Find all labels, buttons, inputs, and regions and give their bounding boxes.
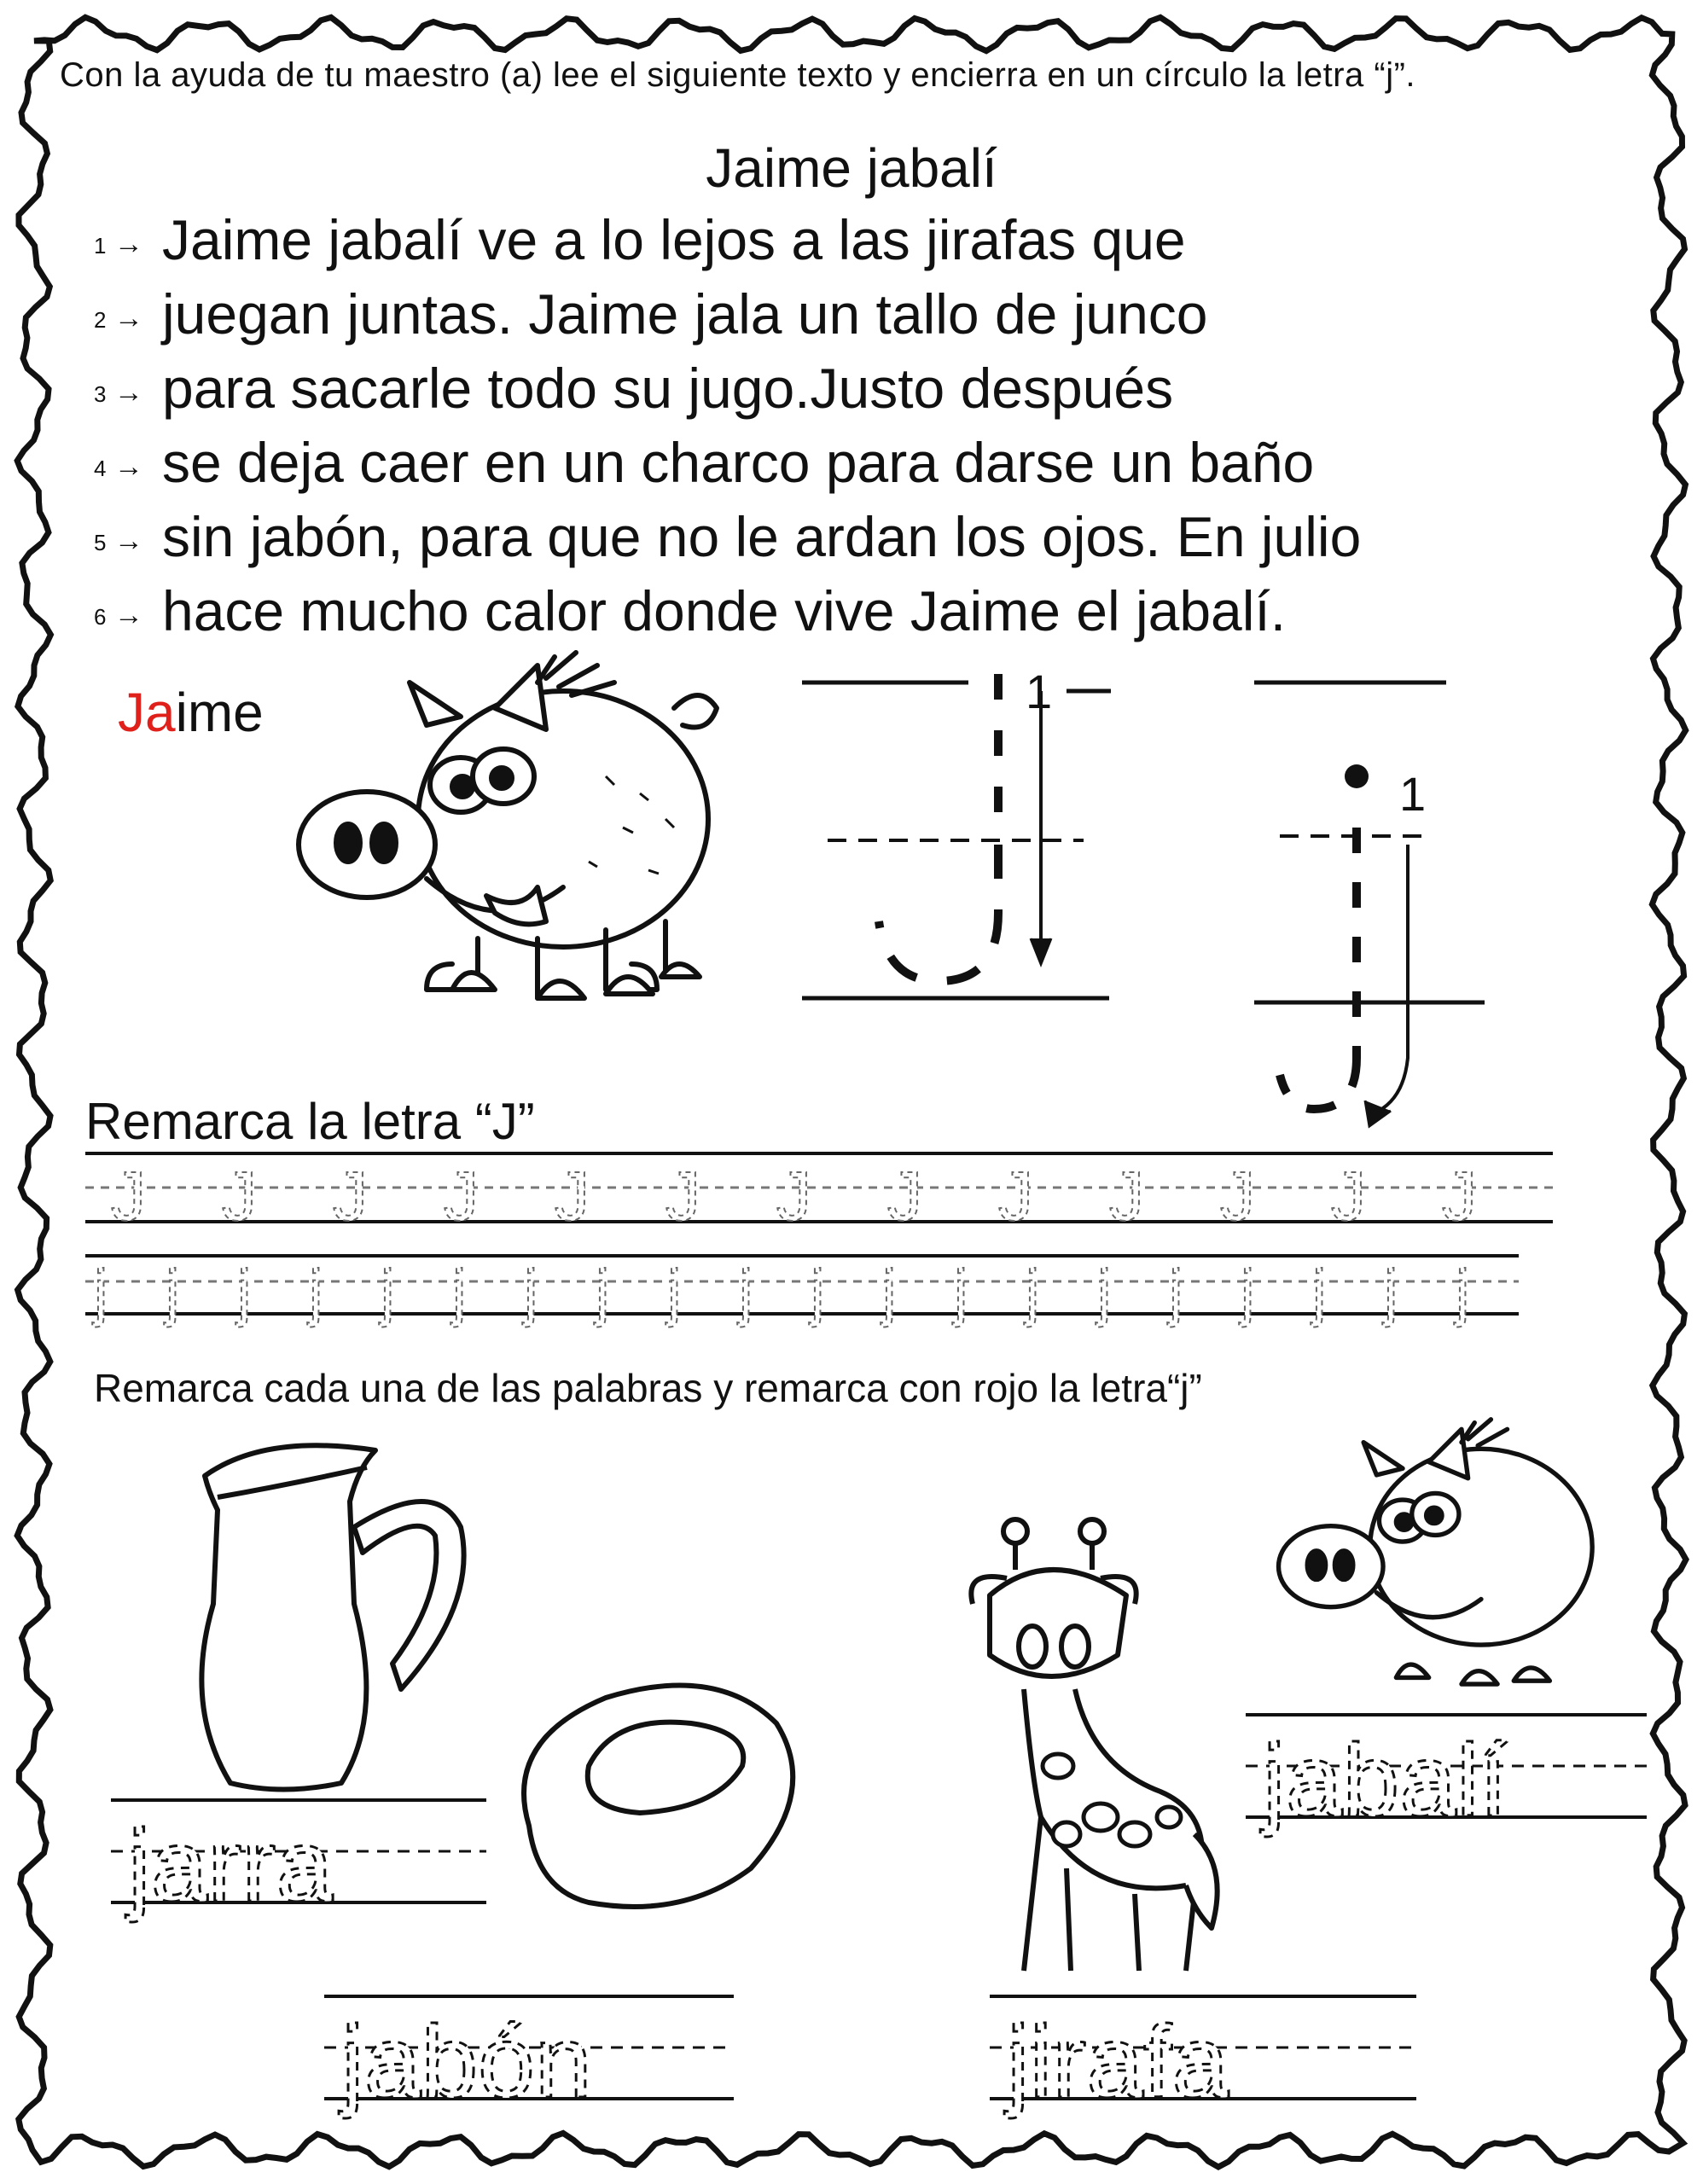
trace-letter-lower: j — [811, 1257, 825, 1327]
boar-illustration — [282, 648, 742, 1049]
word-trace-jarra — [111, 1792, 503, 1971]
trace-letter-upper: J — [887, 1158, 922, 1235]
line-number-arrow: 6 — [94, 603, 107, 630]
trace-letter-lower: j — [596, 1257, 610, 1327]
line-number-arrow: 5 — [94, 529, 107, 555]
story-line-text: para sacarle todo su jugo.Justo después — [162, 357, 1174, 420]
story-line-text: sin jabón, para que no le ardan los ojos. En julio — [162, 505, 1362, 568]
soap-illustration — [495, 1672, 819, 1928]
trace-section-title: Remarca la letra “J” — [85, 1093, 535, 1150]
trace-letter-upper: J — [1109, 1158, 1144, 1235]
trace-letters-area — [85, 1143, 1561, 1365]
trace-letter-upper: J — [776, 1158, 811, 1235]
story-line-text: se deja caer en un charco para darse un baño — [162, 431, 1315, 494]
story-line — [94, 426, 1314, 499]
trace-letter-lower: j — [452, 1257, 467, 1327]
trace-letter-upper: J — [222, 1158, 257, 1235]
lowercase-trace-row — [85, 1256, 1519, 1327]
trace-letter-lower: j — [1241, 1257, 1255, 1327]
word-trace-jabon — [324, 1988, 751, 2158]
story-line — [94, 500, 1361, 573]
story-line-text: juegan juntas. Jaime jala un tallo de junco — [162, 282, 1208, 346]
story-line-text: Jaime jabalí ve a lo lejos a las jirafas que — [162, 208, 1186, 271]
trace-word: jabalí — [1263, 1723, 1508, 1838]
line-number-arrow: 3 — [94, 380, 107, 407]
arrow-icon: → — [106, 450, 143, 483]
lowercase-j-step-number: 1 — [1399, 767, 1427, 821]
trace-letter-lower: j — [1169, 1257, 1183, 1327]
trace-letter-lower: j — [1384, 1257, 1398, 1327]
trace-letter-lower: j — [1312, 1257, 1327, 1327]
arrow-icon: → — [106, 524, 143, 557]
arrow-icon: → — [106, 227, 143, 260]
trace-letter-lower: j — [381, 1257, 395, 1327]
trace-letter-lower: j — [954, 1257, 968, 1327]
trace-letter-upper: J — [444, 1158, 479, 1235]
words-section-title: Remarca cada una de las palabras y remarca con rojo la letra“j” — [94, 1366, 1202, 1410]
word-trace-jirafa — [990, 1988, 1433, 2158]
trace-letter-lower: j — [524, 1257, 538, 1327]
uppercase-j-stroke-guide — [793, 657, 1135, 1015]
story-line — [94, 351, 1173, 425]
arrow-icon: → — [106, 375, 143, 409]
trace-word: jirafa — [1007, 2005, 1229, 2119]
trace-word: jabón — [341, 2005, 592, 2119]
giraffe-illustration — [964, 1510, 1254, 1996]
story-line-text: hace mucho calor donde vive Jaime el jabalí. — [162, 579, 1287, 642]
trace-letter-lower: j — [1026, 1257, 1040, 1327]
word-trace-jabali — [1246, 1706, 1664, 1877]
trace-letter-upper: J — [111, 1158, 146, 1235]
trace-letter-lower: j — [882, 1257, 897, 1327]
trace-letter-upper: J — [1220, 1158, 1255, 1235]
trace-letter-upper: J — [1331, 1158, 1366, 1235]
boar-illustration-small — [1263, 1416, 1621, 1723]
trace-letter-upper: J — [1442, 1158, 1477, 1235]
trace-letter-lower: j — [94, 1257, 108, 1327]
line-number-arrow: 4 — [94, 455, 107, 481]
example-word-highlight: Ja — [118, 682, 176, 743]
story-line — [94, 203, 1186, 276]
arrow-icon: → — [106, 598, 143, 631]
line-number-arrow: 2 — [94, 306, 107, 333]
instructions-text: Con la ayuda de tu maestro (a) lee el siguiente texto y encierra en un círculo la letra “j”. — [60, 56, 1416, 94]
trace-letter-lower: j — [667, 1257, 682, 1327]
uppercase-j-step-number: 1 — [1026, 665, 1053, 718]
example-word-rest: ime — [175, 682, 264, 743]
trace-word: jarra — [128, 1809, 334, 1923]
example-word — [118, 681, 264, 744]
story-line — [94, 574, 1286, 648]
trace-letter-upper: J — [666, 1158, 700, 1235]
trace-letter-lower: j — [237, 1257, 252, 1327]
pitcher-illustration — [188, 1433, 495, 1800]
story-title: Jaime jabalí — [706, 137, 997, 199]
trace-letter-lower: j — [309, 1257, 323, 1327]
trace-letter-upper: J — [998, 1158, 1033, 1235]
arrow-icon: → — [106, 301, 143, 334]
trace-letter-lower: j — [739, 1257, 753, 1327]
trace-letter-upper: J — [555, 1158, 590, 1235]
trace-letter-lower: j — [166, 1257, 180, 1327]
lowercase-j-stroke-guide — [1229, 665, 1485, 1143]
trace-letter-lower: j — [1456, 1257, 1470, 1327]
trace-letter-lower: j — [1097, 1257, 1112, 1327]
trace-letter-upper: J — [333, 1158, 368, 1235]
uppercase-trace-row — [85, 1153, 1553, 1235]
line-number-arrow: 1 — [94, 232, 107, 258]
story-line — [94, 277, 1207, 351]
